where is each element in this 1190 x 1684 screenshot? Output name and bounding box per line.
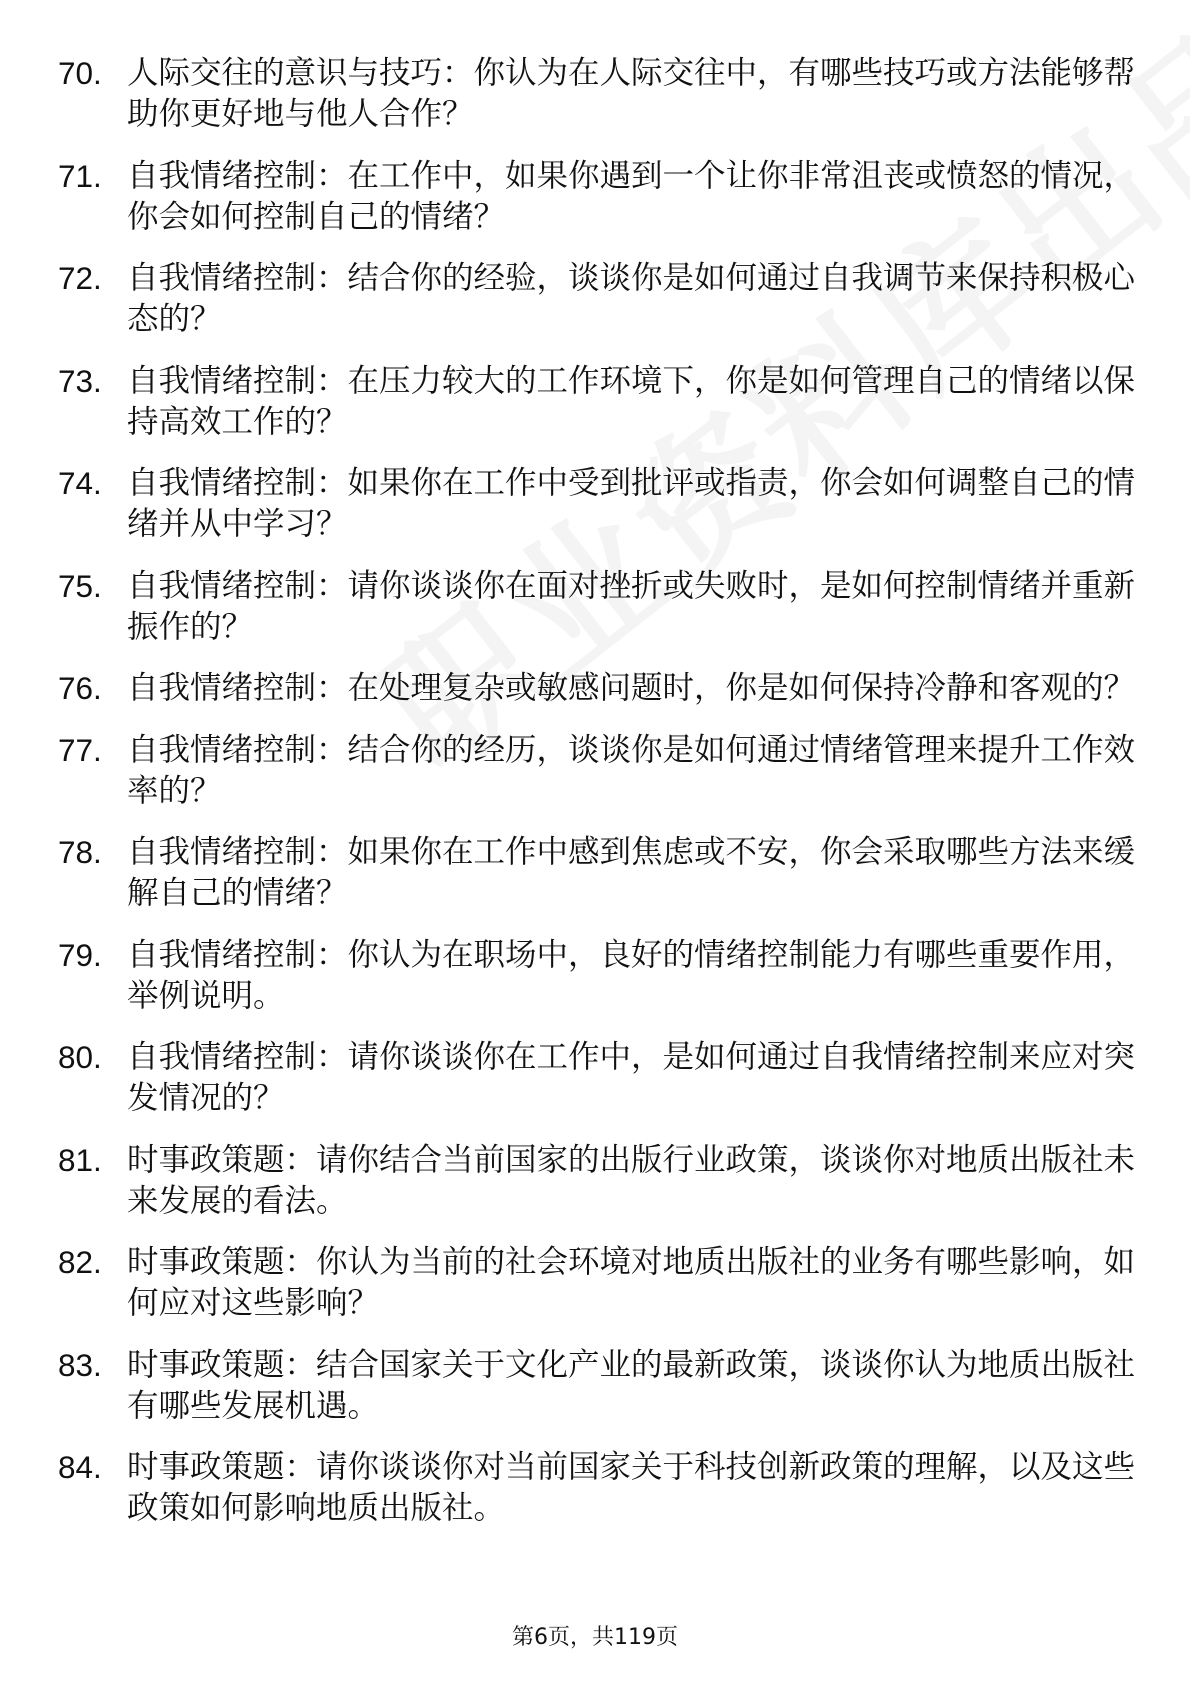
question-item xyxy=(58,53,1138,135)
question-text: 自我情绪控制：请你谈谈你在工作中，是如何通过自我情绪控制来应对突发情况的？ xyxy=(127,1039,1136,1116)
question-text: 自我情绪控制：在工作中，如果你遇到一个让你非常沮丧或愤怒的情况，你会如何控制自己的情绪？ xyxy=(127,157,1136,235)
question-item xyxy=(58,730,1138,812)
question-item xyxy=(58,668,1138,709)
question-item xyxy=(58,463,1138,545)
question-number: 72. xyxy=(58,260,102,296)
question-list xyxy=(58,53,1138,1550)
question-text: 时事政策题：请你谈谈你对当前国家关于科技创新政策的理解，以及这些政策如何影响地质出版社。 xyxy=(127,1449,1136,1526)
question-number: 82. xyxy=(58,1244,102,1280)
question-item xyxy=(58,1447,1138,1529)
question-item xyxy=(58,1242,1138,1324)
question-text: 时事政策题：你认为当前的社会环境对地质出版社的业务有哪些影响，如何应对这些影响？ xyxy=(127,1244,1136,1321)
question-text: 时事政策题：请你结合当前国家的出版行业政策，谈谈你对地质出版社未来发展的看法。 xyxy=(127,1141,1136,1219)
question-number: 77. xyxy=(58,731,102,768)
question-item xyxy=(58,361,1138,443)
question-number: 84. xyxy=(58,1449,102,1485)
question-number: 80. xyxy=(58,1039,102,1075)
question-number: 79. xyxy=(58,936,102,973)
question-item xyxy=(58,1037,1138,1119)
question-number: 74. xyxy=(58,465,102,501)
question-number: 83. xyxy=(58,1346,102,1383)
question-text: 自我情绪控制：如果你在工作中受到批评或指责，你会如何调整自己的情绪并从中学习？ xyxy=(127,465,1136,542)
question-item xyxy=(58,1140,1138,1222)
question-item xyxy=(58,566,1138,648)
question-text: 自我情绪控制：在压力较大的工作环境下，你是如何管理自己的情绪以保持高效工作的？ xyxy=(127,362,1136,440)
question-number: 73. xyxy=(58,362,102,399)
question-text: 自我情绪控制：请你谈谈你在面对挫折或失败时，是如何控制情绪并重新振作的？ xyxy=(127,567,1136,645)
question-item xyxy=(58,832,1138,914)
question-number: 76. xyxy=(58,670,102,706)
question-text: 自我情绪控制：结合你的经历，谈谈你是如何通过情绪管理来提升工作效率的？ xyxy=(127,731,1136,809)
question-item xyxy=(58,156,1138,238)
question-number: 75. xyxy=(58,567,102,604)
question-item xyxy=(58,258,1138,340)
question-text: 自我情绪控制：你认为在职场中，良好的情绪控制能力有哪些重要作用，举例说明。 xyxy=(127,936,1136,1014)
question-text: 自我情绪控制：如果你在工作中感到焦虑或不安，你会采取哪些方法来缓解自己的情绪？ xyxy=(127,834,1136,911)
question-item xyxy=(58,1345,1138,1427)
question-text: 自我情绪控制：结合你的经验，谈谈你是如何通过自我调节来保持积极心态的？ xyxy=(127,260,1136,337)
question-number: 71. xyxy=(58,157,102,194)
question-number: 70. xyxy=(58,55,102,91)
question-item xyxy=(58,935,1138,1017)
question-number: 78. xyxy=(58,834,102,870)
question-text: 自我情绪控制：在处理复杂或敏感问题时，你是如何保持冷静和客观的？ xyxy=(127,670,1136,706)
question-number: 81. xyxy=(58,1141,102,1178)
page-footer: 第6页，共119页 xyxy=(512,1625,678,1650)
question-text: 人际交往的意识与技巧：你认为在人际交往中，有哪些技巧或方法能够帮助你更好地与他人合作？ xyxy=(127,55,1136,132)
question-text: 时事政策题：结合国家关于文化产业的最新政策，谈谈你认为地质出版社有哪些发展机遇。 xyxy=(127,1346,1136,1424)
